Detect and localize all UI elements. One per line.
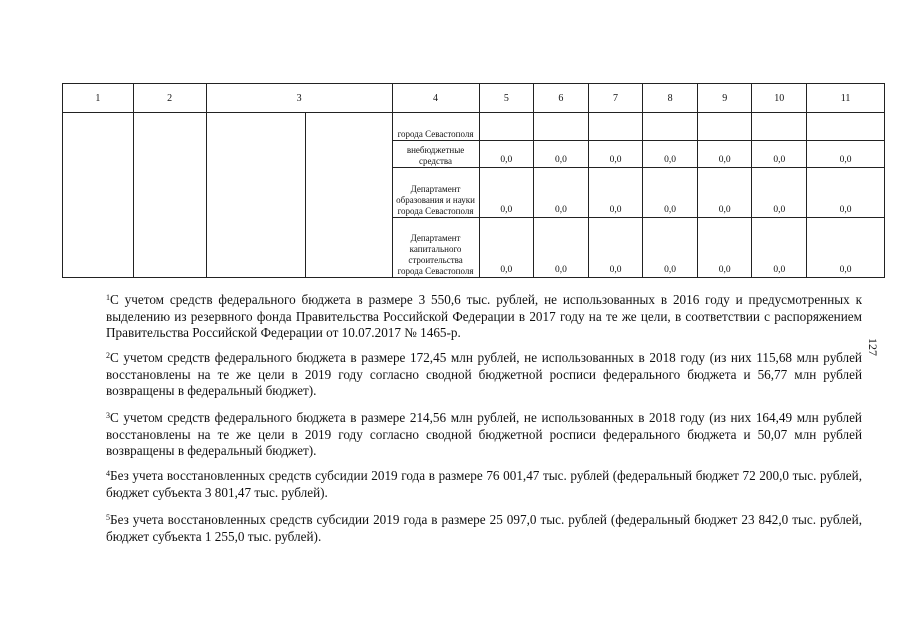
header-cell: 1 [63, 84, 134, 113]
footnote-text: Без учета восстановленных средств субсидии 2019 года в размере 25 097,0 тыс. рублей (федеральный бюджет 23 842,0 тыс. рублей, бюджет субъекта 1 255,0 тыс. рублей). [106, 512, 862, 544]
footnote-mark: 1 [106, 293, 110, 302]
row-label: внебюджетные средства [392, 141, 479, 168]
footnote-mark: 4 [106, 469, 110, 478]
footnote-mark: 2 [106, 351, 110, 360]
value-cell: 0,0 [534, 168, 589, 218]
footnote-text: С учетом средств федерального бюджета в размере 3 550,6 тыс. рублей, не использованных в 2016 году и предусмотренных к выделению из резервного фонда Правительства Российской Федерации в 2017 году на те же цели, в соответствии с распоряжением Правительства Российской Федерации от 10.07.2017 № 1465-р. [106, 292, 862, 340]
value-cell: 0,0 [697, 218, 752, 278]
header-cell: 4 [392, 84, 479, 113]
footnote-text: С учетом средств федерального бюджета в размере 214,56 млн рублей, не использованных в 2018 году (из них 164,49 млн рублей восстановлены на те же цели в 2019 году согласно сводной бюджетной росписи федерального бюджета и 50,07 млн рублей возвращены в федеральный бюджет). [106, 410, 862, 458]
value-cell [534, 113, 589, 141]
footnote-2 [62, 350, 862, 400]
merged-cell [206, 113, 305, 278]
value-cell: 0,0 [807, 218, 885, 278]
footnote-mark: 3 [106, 411, 110, 420]
header-cell: 10 [752, 84, 807, 113]
footnote-text: С учетом средств федерального бюджета в размере 172,45 млн рублей, не использованных в 2018 году (из них 115,68 млн рублей восстановлены на те же цели в 2019 году согласно сводной бюджетной росписи федерального бюджета и 56,77 млн рублей возвращены в федеральный бюджет). [106, 350, 862, 398]
footnote-text: Без учета восстановленных средств субсидии 2019 года в размере 76 001,47 тыс. рублей (федеральный бюджет 72 200,0 тыс. рублей, бюджет субъекта 3 801,47 тыс. рублей). [106, 468, 862, 500]
table-row [63, 113, 885, 141]
header-cell: 9 [697, 84, 752, 113]
footnote-1 [62, 292, 862, 342]
value-cell [807, 113, 885, 141]
value-cell: 0,0 [588, 218, 643, 278]
value-cell [643, 113, 698, 141]
value-cell: 0,0 [643, 141, 698, 168]
value-cell: 0,0 [588, 141, 643, 168]
value-cell: 0,0 [807, 168, 885, 218]
row-label: города Севастополя [392, 113, 479, 141]
footnote-5 [62, 512, 862, 545]
row-label: Департамент капитального строительства города Севастополя [392, 218, 479, 278]
table-header-row [63, 84, 885, 113]
value-cell: 0,0 [807, 141, 885, 168]
value-cell: 0,0 [479, 218, 534, 278]
value-cell: 0,0 [643, 168, 698, 218]
header-cell: 7 [588, 84, 643, 113]
value-cell: 0,0 [534, 218, 589, 278]
footnote-4 [62, 468, 862, 501]
value-cell: 0,0 [697, 141, 752, 168]
merged-cell [133, 113, 206, 278]
value-cell: 0,0 [534, 141, 589, 168]
footnote-mark: 5 [106, 513, 110, 522]
value-cell: 0,0 [588, 168, 643, 218]
value-cell: 0,0 [479, 168, 534, 218]
row-label: Департамент образования и науки города Севастополя [392, 168, 479, 218]
budget-table [62, 83, 885, 278]
value-cell [588, 113, 643, 141]
header-cell: 6 [534, 84, 589, 113]
header-cell: 3 [206, 84, 392, 113]
value-cell: 0,0 [752, 168, 807, 218]
merged-cell [305, 113, 392, 278]
value-cell: 0,0 [752, 141, 807, 168]
value-cell [752, 113, 807, 141]
merged-cell [63, 113, 134, 278]
value-cell [697, 113, 752, 141]
header-cell: 5 [479, 84, 534, 113]
header-cell: 8 [643, 84, 698, 113]
value-cell: 0,0 [479, 141, 534, 168]
page-number: 127 [866, 338, 880, 356]
value-cell: 0,0 [752, 218, 807, 278]
value-cell: 0,0 [697, 168, 752, 218]
footnote-3 [62, 410, 862, 460]
value-cell: 0,0 [643, 218, 698, 278]
header-cell: 2 [133, 84, 206, 113]
value-cell [479, 113, 534, 141]
header-cell: 11 [807, 84, 885, 113]
